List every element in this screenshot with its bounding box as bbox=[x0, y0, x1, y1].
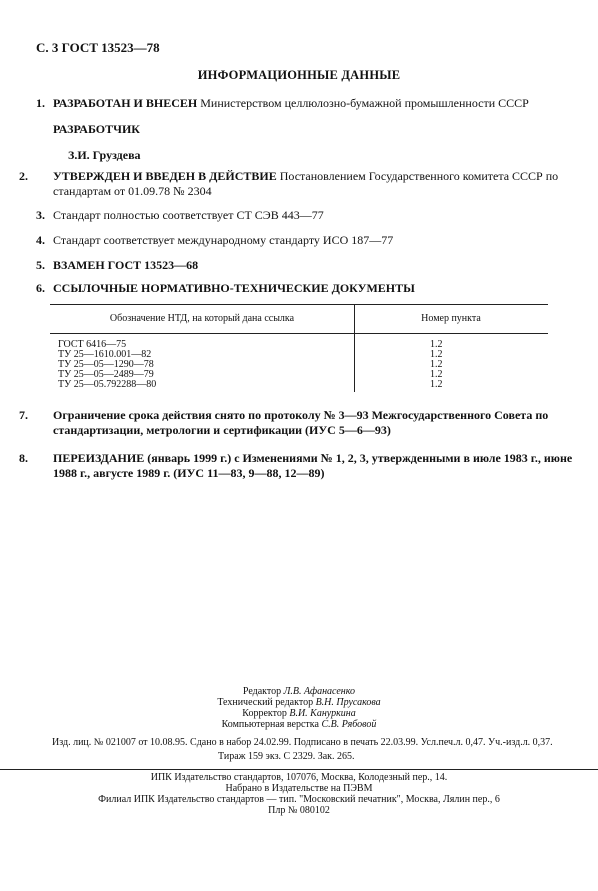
item-text: Стандарт соответствует международному стандарту ИСО 187—77 bbox=[53, 233, 394, 247]
item-lead: ССЫЛОЧНЫЕ НОРМАТИВНО-ТЕХНИЧЕСКИЕ ДОКУМЕНТЫ bbox=[53, 281, 415, 295]
info-item-1 bbox=[36, 96, 566, 111]
credit-role: Редактор bbox=[242, 686, 284, 697]
table-cell-clause: 1.2 bbox=[430, 349, 443, 360]
info-item-7 bbox=[19, 408, 583, 438]
table-header-clause: Номер пункта bbox=[421, 313, 481, 324]
publisher-line: Филиал ИПК Издательство стандартов — тип. "Московский печатник", Москва, Лялин пер., 6 bbox=[98, 794, 500, 805]
item-text: Ограничение срока действия снято по протоколу № 3—93 Межгосударственного Совета по стандартизации, метрологии и сертификации (ИУС 5—6—93) bbox=[53, 408, 549, 437]
credit-proofreader bbox=[0, 708, 598, 719]
publisher-block bbox=[0, 769, 598, 816]
info-item-8 bbox=[19, 451, 583, 481]
item-number: 6. bbox=[36, 281, 45, 295]
section-title: ИНФОРМАЦИОННЫЕ ДАННЫЕ bbox=[197, 68, 401, 82]
item-lead: ВЗАМЕН ГОСТ 13523—68 bbox=[53, 258, 199, 272]
info-item-5 bbox=[36, 258, 566, 273]
item-lead: ПЕРЕИЗДАНИЕ bbox=[53, 451, 145, 465]
page-header: С. 3 ГОСТ 13523—78 bbox=[36, 40, 160, 55]
info-item-3 bbox=[36, 208, 566, 223]
table-cell-designation: ГОСТ 6416—75 bbox=[58, 339, 127, 350]
table-cell-designation: ТУ 25—05—2489—79 bbox=[58, 369, 154, 380]
imprint-line: Изд. лиц. № 021007 от 10.08.95. Сдано в набор 24.02.99. Подписано в печать 22.03.99. Усл.печ.л. 0,47. Уч.-изд.л. 0,37. bbox=[52, 737, 553, 748]
table-cell-clause: 1.2 bbox=[430, 359, 443, 370]
info-item-6 bbox=[36, 281, 566, 296]
table-header-designation: Обозначение НТД, на который дана ссылка bbox=[109, 313, 295, 324]
credit-layout bbox=[0, 719, 598, 730]
publisher-line: Набрано в Издательстве на ПЭВМ bbox=[225, 783, 373, 794]
credit-name: Л.В. Афанасенко bbox=[283, 686, 356, 697]
item-number: 3. bbox=[36, 208, 45, 222]
credits-block bbox=[0, 686, 598, 730]
reference-table bbox=[50, 304, 548, 394]
info-item-2 bbox=[19, 169, 583, 199]
credit-editor bbox=[0, 686, 598, 697]
table-cell-designation: ТУ 25—05—1290—78 bbox=[58, 359, 154, 370]
table-row bbox=[50, 379, 548, 390]
item-number: 5. bbox=[36, 258, 45, 272]
item-number: 8. bbox=[19, 451, 28, 465]
developer-name: З.И. Груздева bbox=[68, 148, 141, 162]
item-lead: УТВЕРЖДЕН И ВВЕДЕН В ДЕЙСТВИЕ bbox=[53, 169, 277, 183]
item-text: Постановлением Государственного комитета СССР по стандартам от 01.09.78 № 2304 bbox=[53, 169, 559, 198]
table-cell-clause: 1.2 bbox=[430, 379, 443, 390]
item-lead: РАЗРАБОТАН И ВНЕСЕН bbox=[53, 96, 198, 110]
table-cell-designation: ТУ 25—05.792288—80 bbox=[58, 379, 157, 390]
developer-label: РАЗРАБОТЧИК bbox=[53, 122, 140, 136]
credit-name: В.Н. Прусакова bbox=[315, 697, 381, 708]
table-cell-clause: 1.2 bbox=[430, 339, 443, 350]
item-number: 7. bbox=[19, 408, 28, 422]
credit-tech-editor bbox=[0, 697, 598, 708]
credit-name: В.И. Кануркина bbox=[289, 708, 356, 719]
publisher-line: Плр № 080102 bbox=[268, 805, 330, 816]
item-text: Стандарт полностью соответствует СТ СЭВ 443—77 bbox=[53, 208, 324, 222]
item-number: 1. bbox=[36, 96, 45, 110]
credit-name: С.В. Рябовой bbox=[321, 719, 377, 730]
table-header bbox=[50, 304, 548, 334]
table-cell-designation: ТУ 25—1610.001—82 bbox=[58, 349, 152, 360]
info-item-4 bbox=[36, 233, 566, 248]
item-text: (январь 1999 г.) с Изменениями № 1, 2, 3, утвержденными в июле 1983 г., июне 1988 г., августе 1989 г. (ИУС 11—83, 9—88, 12—89) bbox=[53, 451, 573, 480]
item-text: Министерством целлюлозно-бумажной промышленности СССР bbox=[197, 96, 529, 110]
imprint-block bbox=[52, 736, 572, 764]
credit-role: Компьютерная верстка bbox=[221, 719, 322, 730]
publisher-line: ИПК Издательство стандартов, 107076, Москва, Колодезный пер., 14. bbox=[150, 772, 448, 783]
table-cell-clause: 1.2 bbox=[430, 369, 443, 380]
credit-role: Корректор bbox=[242, 708, 290, 719]
table-body bbox=[50, 334, 548, 394]
item-number: 2. bbox=[19, 169, 28, 183]
credit-role: Технический редактор bbox=[217, 697, 316, 708]
imprint-line: Тираж 159 экз. С 2329. Зак. 265. bbox=[218, 751, 355, 762]
item-number: 4. bbox=[36, 233, 45, 247]
